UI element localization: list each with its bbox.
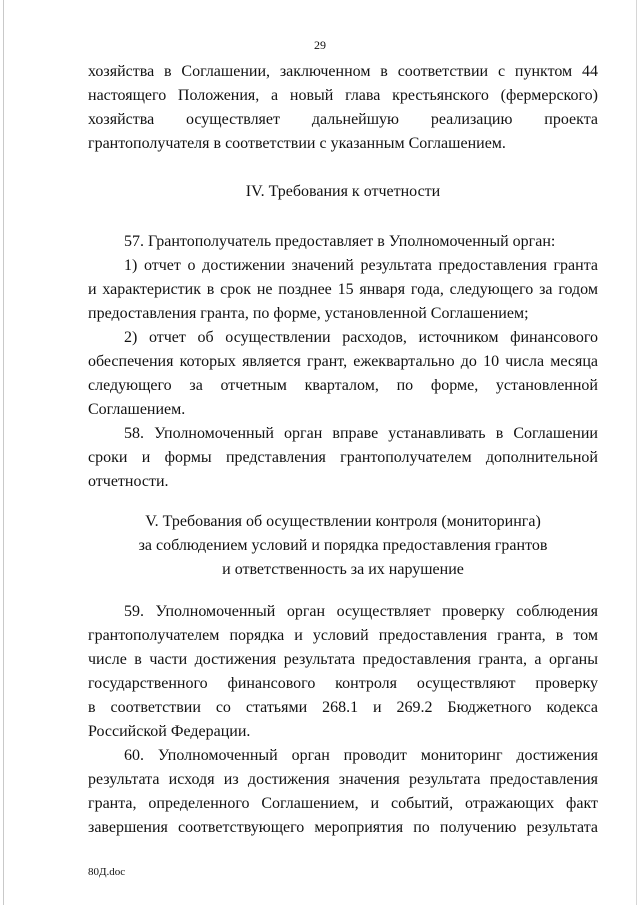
text-line: грантополучателем порядка и условий предоставления гранта, в том xyxy=(88,627,598,644)
scan-edge-left xyxy=(3,0,4,905)
text-line: в соответствии со статьями 268.1 и 269.2 Бюджетного кодекса xyxy=(88,699,598,716)
section-5-heading xyxy=(88,510,598,582)
section-4-heading xyxy=(88,180,598,204)
heading-line: за соблюдением условий и порядка предоставления грантов xyxy=(138,537,548,554)
text-line: отчетности. xyxy=(88,473,169,490)
text-line: предоставления гранта, по форме, установленной Соглашением; xyxy=(88,305,529,322)
text-line: гранта, определенного Соглашением, и событий, отражающих факт xyxy=(88,795,598,812)
text-line: настоящего Положения, а новый глава крестьянского (фермерского) xyxy=(88,87,598,104)
text-line: Российской Федерации. xyxy=(88,723,251,740)
section-5-body xyxy=(88,600,598,840)
text-line: обеспечения которых является грант, ежеквартально до 10 числа месяца xyxy=(88,353,598,370)
text-line: хозяйства в Соглашении, заключенном в соответствии с пунктом 44 xyxy=(88,63,598,80)
text-line: 1) отчет о достижении значений результата предоставления гранта xyxy=(124,257,598,274)
section-4-body xyxy=(88,230,598,494)
heading-line: IV. Требования к отчетности xyxy=(245,183,441,200)
text-line: 58. Уполномоченный орган вправе устанавливать в Соглашении xyxy=(124,425,598,442)
text-line: и характеристик в срок не позднее 15 января года, следующего за годом xyxy=(88,281,598,298)
text-line: 2) отчет об осуществлении расходов, источником финансового xyxy=(124,329,598,346)
text-line: Соглашением. xyxy=(88,401,186,418)
paragraph-57: 57. Грантополучатель предоставляет в Уполномоченный орган: xyxy=(124,233,556,250)
text-line: хозяйства осуществляет дальнейшую реализацию проекта xyxy=(88,111,598,128)
text-line: завершения соответствующего мероприятия по получению результата xyxy=(88,819,598,836)
heading-line: V. Требования об осуществлении контроля (мониторинга) xyxy=(145,513,541,530)
text-line: сроки и формы представления грантополучателем дополнительной xyxy=(88,449,598,466)
page-number: 29 xyxy=(314,38,326,52)
text-line: 59. Уполномоченный орган осуществляет проверку соблюдения xyxy=(124,603,598,620)
text-line: следующего за отчетным кварталом, по форме, установленной xyxy=(88,377,598,394)
heading-line: и ответственность за их нарушение xyxy=(222,561,464,578)
text-line: 60. Уполномоченный орган проводит мониторинг достижения xyxy=(124,747,598,764)
text-line: государственного финансового контроля осуществляют проверку xyxy=(88,675,598,692)
intro-paragraph xyxy=(88,60,598,156)
scan-edge-right xyxy=(636,0,637,905)
text-line: числе в части достижения результата предоставления гранта, а органы xyxy=(88,651,598,668)
text-line: результата исходя из достижения значения результата предоставления xyxy=(88,771,598,788)
text-line: грантополучателя в соответствии с указанным Соглашением. xyxy=(88,135,506,152)
file-name-footer: 80Д.doc xyxy=(88,866,126,878)
